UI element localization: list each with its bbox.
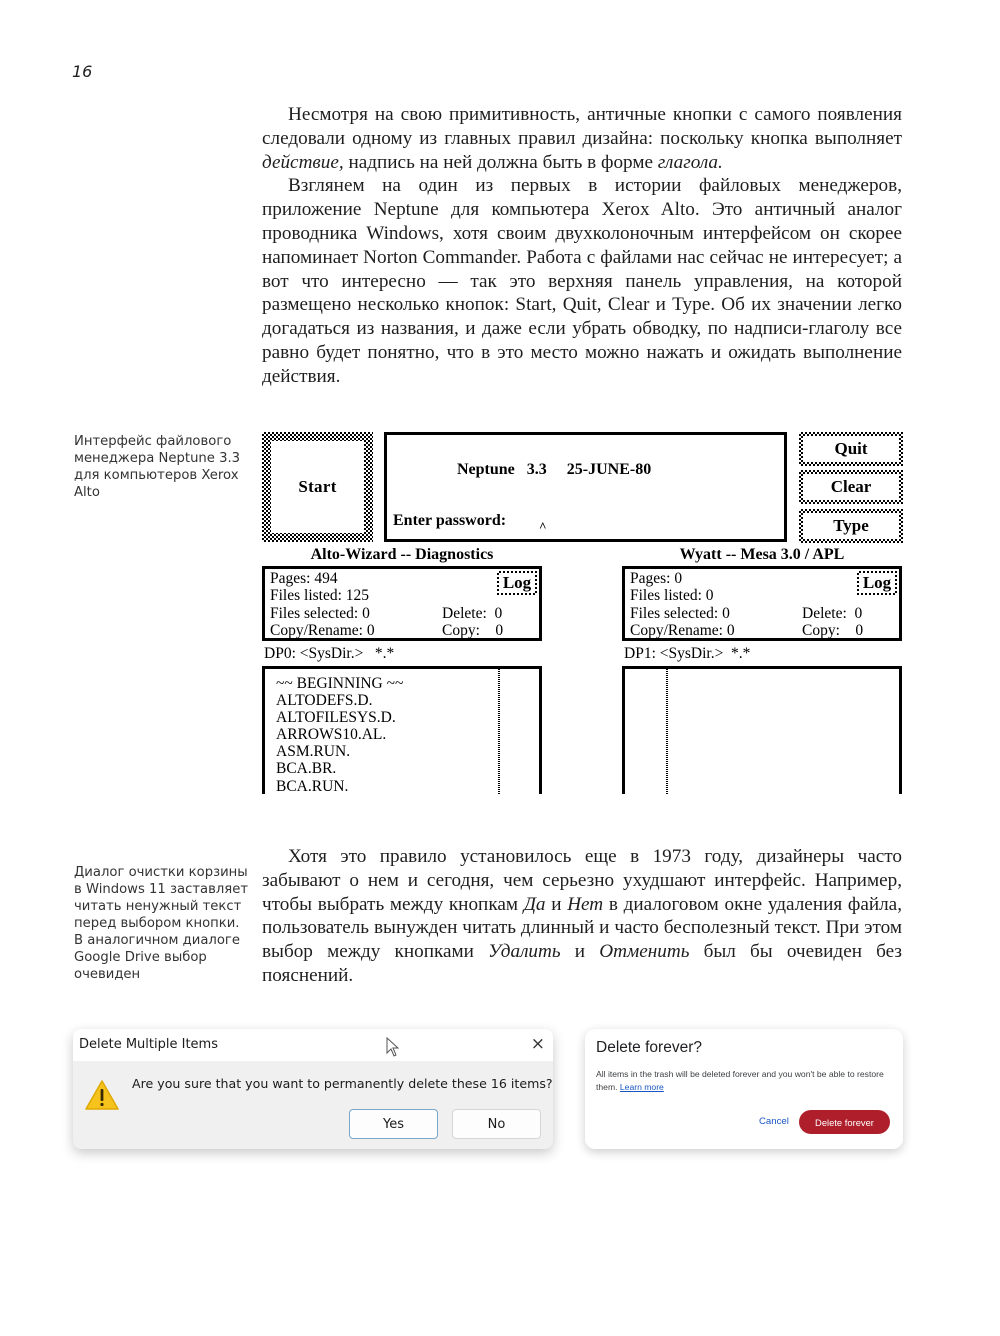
start-button-label: Start [271, 441, 364, 533]
files-listed: Files listed: 125 [270, 587, 370, 604]
drive-delete-dialog [585, 1029, 903, 1149]
right-pane-title: Wyatt -- Mesa 3.0 / APL [679, 546, 845, 563]
dialog-message [596, 1068, 886, 1094]
neptune-screenshot [262, 432, 904, 794]
no-button[interactable]: No [452, 1109, 541, 1139]
file-entry[interactable]: ARROWS10.AL. [276, 726, 387, 744]
app-title: Neptune 3.3 25-JUNE-80 [457, 461, 652, 478]
page-number: 16 [72, 62, 93, 81]
copy-rename: Copy/Rename: 0 [630, 622, 735, 639]
right-file-list[interactable] [622, 666, 902, 794]
text-run: в диалоговом окне удаления файла, пользователь вынужден читать длинный и часто бесполезный текст. При этом выбор между кнопками [262, 893, 902, 963]
body-text-top [262, 103, 902, 389]
file-entry[interactable]: ALTODEFS.D. [276, 692, 373, 710]
cancel-button[interactable]: Cancel [759, 1116, 789, 1127]
log-button-label: Log [499, 573, 535, 593]
file-entry[interactable]: BCA.RUN. [276, 777, 349, 794]
scrollbar-divider[interactable] [666, 669, 668, 794]
emphasis: действие, [262, 151, 344, 173]
right-pane-stats [622, 566, 902, 641]
text-run: Хотя это правило установилось еще в 1973 году, дизайнеры часто забывают о нем и сегодня, чем серьезно ухудшают интерфейс. Например, чтобы выбрать между кнопкам [262, 846, 902, 915]
clear-button-label: Clear [803, 474, 899, 500]
files-selected: Files selected: 0 [630, 605, 730, 622]
password-label: Enter password: [393, 512, 507, 529]
left-pane-title: Alto-Wizard -- Diagnostics [310, 546, 494, 563]
quit-button-label: Quit [803, 436, 899, 462]
learn-more-link[interactable]: Learn more [619, 1082, 664, 1092]
scrollbar-divider[interactable] [498, 669, 500, 794]
pages-count: Pages: 0 [630, 570, 683, 587]
copy-count: Copy: 0 [802, 622, 864, 639]
copy-count: Copy: 0 [442, 622, 504, 639]
dialog-message: Are you sure that you want to permanently delete these 16 items? [132, 1076, 553, 1091]
type-button-label: Type [803, 513, 899, 539]
quit-button[interactable] [799, 432, 903, 466]
left-file-list[interactable] [262, 666, 542, 794]
text-run: Взглянем на один из первых в истории файловых менеджеров, приложение Neptune для компьютера Xerox Alto. Это античный аналог проводника Windows, хотя своим двухколоночным интерфейсом он скорее напоминает Norton Commander. Работа с файлами нас сейчас не интересует; а вот что интересно — так это верхняя панель управления, на которой размещено несколько кнопок: Start, Quit, Clear и Type. Об их значении легко догадаться из названия, и даже если убрать обводку, по надписи-глаголу все равно будет понятно, что в это место можно нажать и ожидать выполнение действия. [262, 175, 902, 387]
delete-forever-button[interactable]: Delete forever [799, 1110, 890, 1134]
figure-caption-dialogs: Диалог очистки корзины в Windows 11 заставляет читать ненужный текст перед выбором кнопки. В аналогичном диалоге Google Drive выбор очевиден [74, 865, 249, 982]
figure-caption-neptune: Интерфейс файлового менеджера Neptune 3.3 для компьютеров Xerox Alto [74, 434, 241, 500]
start-button[interactable] [262, 432, 373, 542]
text-run: и [545, 893, 568, 915]
dialog-title: Delete Multiple Items [79, 1037, 218, 1052]
dialog-body-text: All items in the trash will be deleted forever and you won't be able to restore them. [596, 1069, 884, 1092]
clear-button[interactable] [799, 470, 903, 504]
copy-rename: Copy/Rename: 0 [270, 622, 375, 639]
text-run: надпись на ней должна быть в форме [343, 151, 658, 173]
files-listed: Files listed: 0 [630, 587, 714, 604]
left-pane-path: DP0: <SysDir.> *.* [264, 645, 395, 662]
paragraph [262, 174, 902, 388]
file-entry[interactable]: ASM.RUN. [276, 743, 351, 761]
left-pane-stats [262, 566, 542, 641]
paragraph [262, 845, 902, 988]
text-run: и [560, 941, 600, 963]
log-button[interactable] [497, 571, 537, 595]
text-run: Несмотря на свою примитивность, античные кнопки с самого появления следовали одному из главных правил дизайна: поскольку кнопка выполняет [262, 104, 902, 149]
dialog-title: Delete forever? [596, 1039, 702, 1056]
type-button[interactable] [799, 509, 903, 543]
paragraph [262, 103, 902, 174]
log-button[interactable] [857, 571, 897, 595]
delete-count: Delete: 0 [442, 605, 503, 622]
pages-count: Pages: 494 [270, 570, 338, 587]
emphasis: Да [523, 893, 546, 915]
info-panel [384, 432, 787, 542]
file-entry[interactable]: BCA.BR. [276, 760, 337, 778]
yes-button[interactable]: Yes [349, 1109, 438, 1139]
file-entry[interactable]: ~~ BEGINNING ~~ [276, 675, 404, 692]
file-entry[interactable]: ALTOFILESYS.D. [276, 709, 396, 727]
body-text-bottom [262, 845, 902, 988]
mouse-cursor-icon [386, 1037, 400, 1057]
files-selected: Files selected: 0 [270, 605, 370, 622]
log-button-label: Log [859, 573, 895, 593]
right-pane-path: DP1: <SysDir.> *.* [624, 645, 751, 662]
file-entries [276, 675, 403, 794]
close-icon[interactable]: × [530, 1034, 545, 1054]
windows-delete-dialog [73, 1029, 553, 1149]
emphasis: Удалить [488, 941, 561, 963]
warning-icon [85, 1079, 119, 1111]
emphasis: Нет [567, 893, 604, 915]
dialog-titlebar [73, 1029, 553, 1061]
emphasis: глагола. [657, 151, 723, 173]
delete-count: Delete: 0 [802, 605, 863, 622]
password-caret[interactable]: ^ [539, 519, 547, 534]
text-run: был бы очевиден без пояснений. [262, 941, 902, 986]
emphasis: Отменить [599, 941, 690, 963]
